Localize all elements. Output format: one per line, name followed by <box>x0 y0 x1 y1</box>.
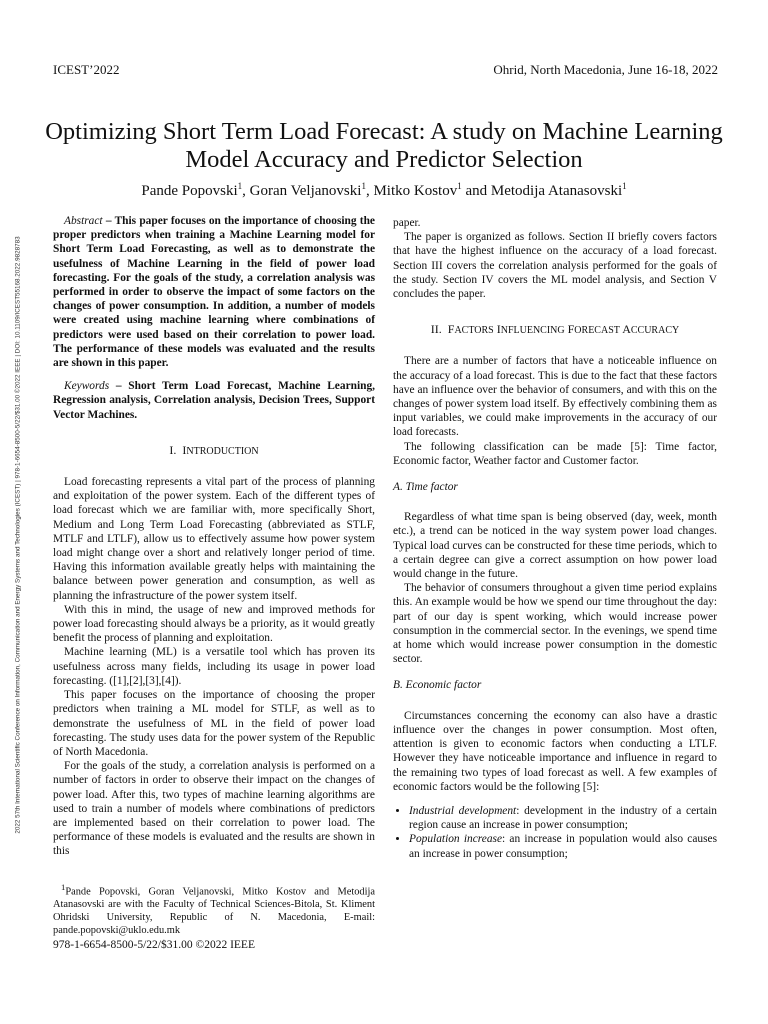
section-title-initial: F <box>447 322 455 337</box>
paragraph: Circumstances concerning the economy can also have a drastic influence over the changes in power consumption. Most often, attention is given to economic factors when conducting a LTLF. However they have noticeable importance and influence in regard to the remaining two types of load forecast as well. A few examples of economic factors would be the following [5]: <box>393 709 717 793</box>
section-title-rest: CCURACY <box>630 325 680 337</box>
paragraph: Load forecasting represents a vital part of the process of planning and exploitation of the power system. Each of the different types of load forecast which we are familiar with, more specifically Short, Medium and Long Term Load Forecasting (abbreviated as STLF, MTLF and LTLF), allow us to effectively assume how power system load might change over a short and relatively longer period of time. Having this information available greatly helps with maintaining the balance between power generation and consumption, as well as planning the infrastructure of the power system itself. <box>53 476 375 602</box>
author-separator: , <box>365 183 374 199</box>
copyright-footer: 978-1-6654-8500-5/22/$31.00 ©2022 IEEE <box>53 939 255 951</box>
list-item-text: : an increase in population would also causes an increase in power consumption; <box>409 833 718 860</box>
paragraph: There are a number of factors that have a noticeable influence on the accuracy of a load forecast. This is due to the fact that these factors have an influence over the behavior of consumers, and with this on the changes of power system load itself. By effectively combining them as input variables, we could make improvements in the accuracy of our load forecasts. <box>393 355 717 439</box>
author-name: Mitko Kostov <box>373 183 458 199</box>
paragraph-continuation: paper. <box>393 217 421 229</box>
abstract-text: – This paper focuses on the importance of choosing the proper predictors when training a Machine Learning model for Short Term Load Forecasting, as well as to demonstrate the usefulness of Machine Learning in the field of power load forecasting. For the goals of the study, a correlation analysis was performed in order to observe the impact of some factors on the changes of power consumption. In addition, a number of models were created using machine learning where combinations of predictors were used based on their correlation to power load. The performance of these models was evaluated and the results are shown in this paper. <box>53 215 375 370</box>
paragraph: For the goals of the study, a correlation analysis is performed on a number of factors in order to observe their impact on the changes of power load. After this, two types of machine learning algorithms are used to train a number of models where combinations of predictors are implemented based on their correlation to power load. The performance of these models is evaluated and the results are shown in this <box>53 760 375 858</box>
keywords <box>53 379 375 422</box>
author-affiliation-mark: 1 <box>361 181 366 191</box>
list-item-text: : development in the industry of a certain region cause an increase in power consumption; <box>409 804 718 832</box>
economic-factor-list <box>393 804 717 861</box>
author-affiliation-mark: 1 <box>457 181 462 191</box>
paragraph: Machine learning (ML) is a versatile tool which has proven its usefulness across many fields, including its usage in power load forecasting. ([1],[2],[3],[4]). <box>53 646 375 687</box>
conference-name: ICEST’2022 <box>53 62 120 77</box>
abstract <box>53 214 375 370</box>
section-title-rest: ACTORS <box>454 325 494 337</box>
subsection-heading-economic-factor: B. Economic factor <box>393 679 482 692</box>
author-affiliation-mark: 1 <box>237 181 243 191</box>
doi-sidebar <box>11 110 25 960</box>
list-item <box>409 804 717 832</box>
section-title-initial: A <box>622 322 631 337</box>
author-affiliation-mark: 1 <box>622 181 627 191</box>
section-title-initial: I <box>496 322 501 337</box>
paragraph: The following classification can be made [5]: Time factor, Economic factor, Weather factor and Customer factor. <box>393 440 717 467</box>
footnote-mark: 1 <box>61 881 66 892</box>
section-heading-factors <box>393 322 717 338</box>
section-number: II. <box>430 322 442 337</box>
section-heading-introduction <box>53 443 375 459</box>
keywords-text: – Short Term Load Forecast, Machine Learning, Regression analysis, Correlation analysis, Decision Trees, Support Vector Machines. <box>53 380 375 421</box>
author-list <box>40 181 728 200</box>
section-title-rest: ORECAST <box>574 325 620 337</box>
paragraph: The paper is organized as follows. Section II briefly covers factors that have the highest influence on the accuracy of a load forecast. Section III covers the correlation analysis performed for the goals of the study. Section IV covers the ML model analysis, and Section V concludes the paper. <box>393 231 717 301</box>
conference-location-date: Ohrid, North Macedonia, June 16-18, 2022 <box>493 62 718 77</box>
author-name: Metodija Atanasovski <box>490 183 623 199</box>
abstract-label: Abstract <box>64 215 103 227</box>
author-separator: and <box>461 183 491 199</box>
left-column <box>53 214 375 937</box>
list-item <box>409 832 717 860</box>
paragraph: Regardless of what time span is being observed (day, week, month etc.), a trend can be noticed in the way system power load changes. Typical load curves can be constructed for these time periods, which to a certain degree can give a correct assumption on how power load would change in the future. <box>393 511 717 581</box>
paragraph: This paper focuses on the importance of choosing the proper predictors when training a ML model for STLF, as well as to demonstrate the usefulness of ML in the field of power load forecasting. The study uses data for the power system of the Republic of North Macedonia. <box>53 689 375 758</box>
list-item-term: Industrial development <box>409 804 517 817</box>
paragraph: The behavior of consumers throughout a given time period explains this. An example would be how we spend our time throughout the day: part of our day is spent working, which would increase power consumption in the commercial sector. In the evenings, we spend time at home which would increase power consumption in the domestic sector. <box>393 582 717 666</box>
keywords-label: Keywords <box>64 380 110 393</box>
author-name: Goran Veljanovski <box>249 183 362 199</box>
footnote-text: Pande Popovski, Goran Veljanovski, Mitko Kostov and Metodija Atanasovski are with the Faculty of Technical Sciences-Bitola, St. Kliment Ohridski University, Republic of N. Macedonia, E-mail: pande.popovski@uklo.edu.mk <box>53 886 375 936</box>
affiliation-footnote <box>53 881 375 937</box>
author-name: Pande Popovski <box>141 183 238 199</box>
section-title-initial: F <box>567 322 575 337</box>
paper-title: Optimizing Short Term Load Forecast: A study on Machine Learning Model Accuracy and Predictor Selection <box>45 118 723 173</box>
subsection-heading-time-factor: A. Time factor <box>393 481 458 494</box>
right-column <box>393 216 717 861</box>
paragraph: With this in mind, the usage of new and improved methods for power load forecasting should always be a priority, as it would greatly benefit the process of planning and exploitation. <box>53 603 375 645</box>
section-number: I. <box>169 442 177 457</box>
section-title-rest: NFLUENCING <box>500 325 565 337</box>
section-title-initial: I <box>182 442 187 457</box>
list-item-term: Population increase <box>409 833 503 846</box>
doi-sidebar-text: 2022 57th International Scientific Conference on Information, Communication and Energy Systems and Technologies (ICEST) | 978-1-6654-8500-5/22/$31.00 ©2022 IEEE | DOI: 10.1109/ICEST55168.2022.9828783 <box>14 236 22 834</box>
author-separator: , <box>242 183 250 199</box>
section-title-rest: NTRODUCTION <box>186 445 259 457</box>
